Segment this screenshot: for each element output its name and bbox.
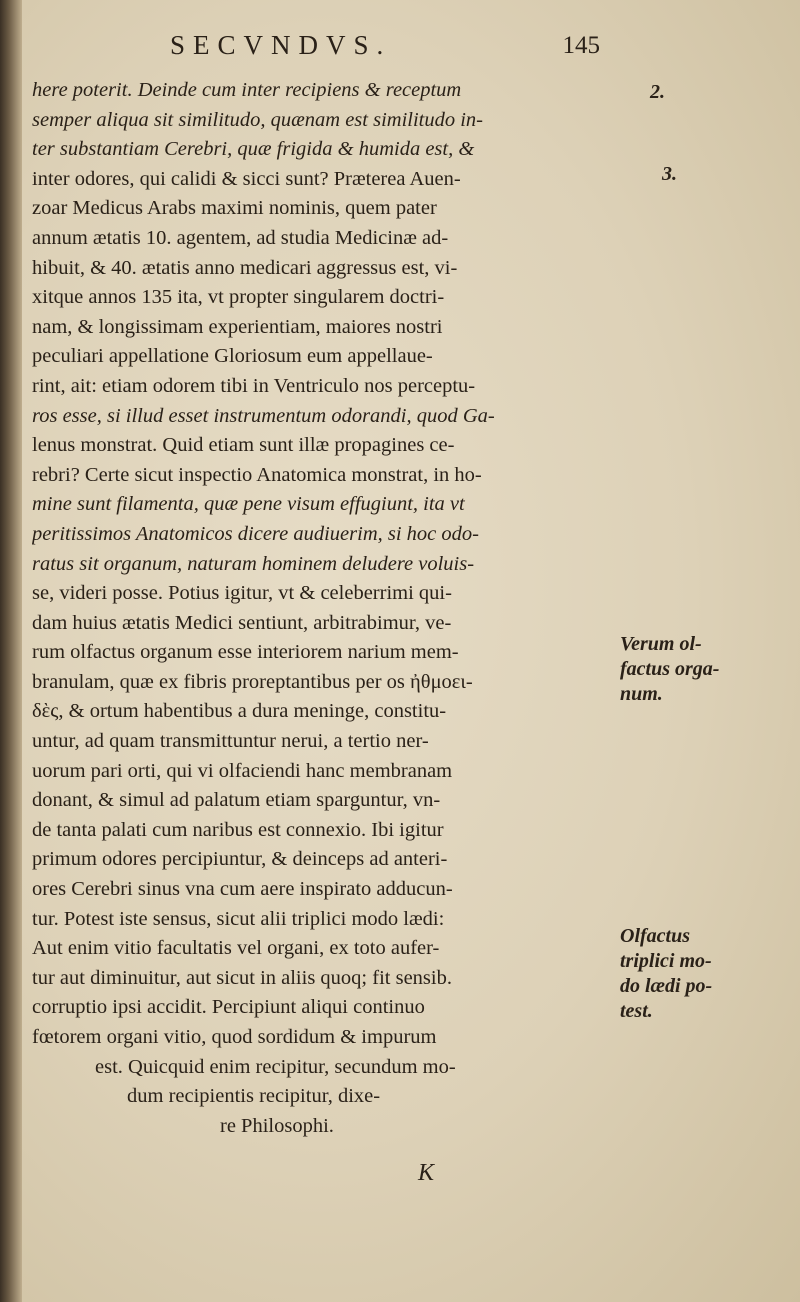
text-line: re Philosophi. bbox=[220, 1114, 334, 1137]
text-line: peritissimos Anatomicos dicere audiuerim, si hoc odo- bbox=[32, 522, 479, 545]
text-line: se, videri posse. Potius igitur, vt & celeberrimi qui- bbox=[32, 582, 452, 605]
text-line: nam, & longissimam experientiam, maiores nostri bbox=[32, 315, 443, 338]
margin-note-line: triplici mo- bbox=[620, 950, 712, 972]
text-line: untur, ad quam transmittuntur nerui, a tertio ner- bbox=[32, 730, 429, 753]
page-number: 145 bbox=[562, 32, 600, 59]
margin-note-line: factus orga- bbox=[620, 658, 720, 680]
text-line: δὲς, & ortum habentibus a dura meninge, constitu- bbox=[32, 700, 447, 723]
text-line: rint, ait: etiam odorem tibi in Ventriculo nos perceptu- bbox=[32, 374, 476, 397]
text-line: branulam, quæ ex fibris proreptantibus per os ἠθμοει- bbox=[32, 670, 473, 693]
margin-note-number: 3. bbox=[662, 163, 677, 185]
book-gutter bbox=[0, 0, 22, 1302]
margin-note-olfactus bbox=[620, 924, 712, 1024]
text-line: hibuit, & 40. ætatis anno medicari aggressus est, vi- bbox=[32, 256, 458, 279]
text-line: tur. Potest iste sensus, sicut alii triplici modo lædi: bbox=[32, 907, 445, 930]
text-line: primum odores percipiuntur, & deinceps ad anteri- bbox=[32, 848, 448, 871]
page-header bbox=[170, 30, 630, 70]
text-line: donant, & simul ad palatum etiam sparguntur, vn- bbox=[32, 789, 441, 812]
text-line: tur aut diminuitur, aut sicut in aliis quoq; fit sensib. bbox=[32, 966, 452, 989]
signature-mark: K bbox=[418, 1160, 435, 1186]
text-line: here poterit. Deinde cum inter recipiens & receptum bbox=[32, 79, 462, 101]
text-line: dum recipientis recipitur, dixe- bbox=[127, 1085, 381, 1108]
text-line: xitque annos 135 ita, vt propter singularem doctri- bbox=[32, 286, 445, 309]
text-line: zoar Medicus Arabs maximi nominis, quem pater bbox=[32, 197, 437, 220]
text-line: peculiari appellatione Gloriosum eum appellaue- bbox=[32, 345, 433, 368]
text-line: mine sunt filamenta, quæ pene visum effugiunt, ita vt bbox=[32, 493, 465, 516]
text-line: annum ætatis 10. agentem, ad studia Medicinæ ad- bbox=[32, 226, 449, 249]
text-line: ros esse, si illud esset instrumentum odorandi, quod Ga- bbox=[32, 404, 495, 427]
body-text bbox=[32, 76, 620, 1141]
margin-note-number: 2. bbox=[650, 81, 665, 103]
text-line: rebri? Certe sicut inspectio Anatomica monstrat, in ho- bbox=[32, 463, 482, 486]
text-line: lenus monstrat. Quid etiam sunt illæ propagines ce- bbox=[32, 434, 455, 457]
text-line: fœtorem organi vitio, quod sordidum & impurum bbox=[32, 1026, 437, 1048]
text-line: corruptio ipsi accidit. Percipiunt aliqui continuo bbox=[32, 996, 425, 1019]
text-line: rum olfactus organum esse interiorem narium mem- bbox=[32, 641, 459, 664]
text-line: est. Quicquid enim recipitur, secundum mo- bbox=[95, 1055, 456, 1078]
text-line: semper aliqua sit similitudo, quænam est similitudo in- bbox=[32, 108, 484, 131]
margin-note-line: Verum ol- bbox=[620, 633, 702, 655]
text-line: uorum pari orti, qui vi olfaciendi hanc membranam bbox=[32, 759, 453, 782]
text-line: de tanta palati cum naribus est connexio. Ibi igitur bbox=[32, 818, 444, 841]
text-line: ter substantiam Cerebri, quæ frigida & humida est, & bbox=[32, 138, 475, 161]
text-line: ores Cerebri sinus vna cum aere inspirato adducun- bbox=[32, 878, 453, 901]
running-head: SECVNDVS. bbox=[170, 30, 392, 60]
margin-note-verum bbox=[620, 632, 719, 707]
text-line: Aut enim vitio facultatis vel organi, ex toto aufer- bbox=[32, 937, 440, 960]
margin-note-line: test. bbox=[620, 1000, 653, 1022]
margin-note-line: Olfactus bbox=[620, 925, 690, 947]
margin-note-line: do lædi po- bbox=[620, 975, 713, 997]
margin-note-line: num. bbox=[620, 683, 663, 705]
text-line: dam huius ætatis Medici sentiunt, arbitrabimur, ve- bbox=[32, 611, 452, 634]
text-line: inter odores, qui calidi & sicci sunt? Præterea Auen- bbox=[32, 167, 461, 190]
text-line: ratus sit organum, naturam hominem deludere voluis- bbox=[32, 552, 475, 575]
